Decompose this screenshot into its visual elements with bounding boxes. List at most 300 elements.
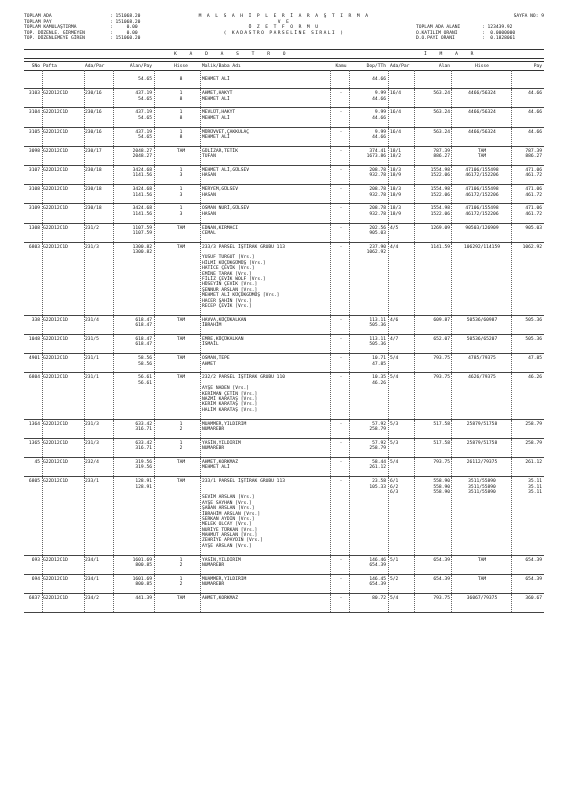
table-row [24,166,544,185]
col-adapar-line: 234/1 [85,557,99,563]
column-divider [414,128,415,146]
col-imar-adapar-line: 4/6 [390,317,399,323]
col-dop-line: 932.78 [369,192,386,198]
col-imar-hisse-line: 4466/56324 [468,129,496,135]
column-divider [42,204,43,222]
col-malik-line: NUMAREBR [202,446,225,452]
col-imar-hisse-cell [452,245,512,250]
col-imar-alan-line: 1554.98 [430,187,450,193]
col-alan-pay-line: 1141.56 [132,211,152,217]
col-sno-line: 45 [34,460,40,465]
col-malik-line: EMİNE TARAK [Vrs.] [202,271,252,277]
col-dop-line: 932.78 [369,211,386,217]
col-kamu-line: - [339,91,343,97]
col-alan-pay-cell [114,318,152,329]
column-divider [388,316,389,334]
col-pafta-line: G22D12C1D [43,440,68,446]
col-hisse-line: 3 [179,173,183,179]
table-row [24,70,544,89]
col-dop-cell [350,130,386,141]
column-divider [511,556,512,574]
col-malik-line: MAHMUT ARSLAN [Vrs.] [202,533,258,539]
col-adapar-cell [85,479,113,484]
column-divider [84,224,85,242]
col-malik-line: EMRE,KÜÇÜKALKAN [202,337,244,343]
table-row [24,89,544,108]
col-malik-line: MÜRÜVVET,ÇAKKULAÇ [202,129,250,135]
column-divider [200,458,201,476]
col-imar-alan-line: 793.75 [433,356,450,362]
col-malik-cell [202,441,332,452]
column-divider [42,420,43,438]
col-sno-cell [24,422,40,427]
column-divider [388,594,389,612]
col-pafta-line: G22D12C1D [43,460,68,465]
col-dop-line: 58.44 [372,460,386,465]
col-imar-adapar-line [390,72,414,77]
col-adapar-line: 232/4 [85,460,99,465]
col-alan-pay-cell [114,110,152,121]
header-totals-left [24,14,140,42]
col-sno-line: 3109 [28,206,40,212]
column-divider [414,243,415,315]
col-alan-pay-line: 633.42 [135,421,152,427]
col-dop-cell [350,479,386,490]
col-imar-alan-cell [416,375,450,380]
col-dop-cell [350,168,386,179]
col-sno-line: 3105 [28,129,40,135]
column-divider [511,128,512,146]
col-malik-line: KERİMAN ÇETİN [Vrs.] [202,391,258,397]
col-dop-line: 80.72 [372,596,386,602]
col-imar-adapar-line: 6/2 [390,484,399,490]
column-divider [154,439,155,457]
col-alan-pay-line: 1107.59 [132,225,152,231]
col-imar-pay-header: Pay [533,63,542,69]
col-imar-pay-cell [512,596,542,601]
column-divider [414,70,415,88]
column-divider [113,243,114,315]
col-kamu-cell [332,245,350,250]
column-divider [414,556,415,574]
col-imar-hisse-cell [452,110,512,115]
header-ratio-label: TOPLAM ADA ALANI [416,25,461,31]
col-alan-pay-line: 1601.69 [132,557,152,563]
col-imar-adapar-cell [390,375,414,380]
col-imar-hisse-line: 25879/51758 [466,421,498,427]
col-imar-pay-cell [512,72,542,77]
col-imar-pay-cell [512,187,542,198]
col-dop-line: 237.90 [369,244,386,250]
column-divider [451,335,452,353]
col-imar-hisse-cell [452,187,512,198]
column-divider [414,439,415,457]
column-divider [511,166,512,184]
col-imar-pay-line: 461.72 [525,211,542,217]
col-imar-pay-cell [512,441,542,446]
col-sno-line: 1048 [28,337,40,343]
col-alan-pay-line: 1601.69 [132,576,152,582]
col-adapar-line: 230/16 [85,91,102,97]
col-pafta-line: G22D12C1D [43,187,68,193]
col-adapar-cell [85,441,113,446]
column-divider [113,224,114,242]
col-malik-line: NUMAREBR [202,427,225,433]
col-pafta-cell [43,72,83,77]
col-imar-adapar-line: 4/5 [390,225,399,231]
page-number: SAYFA NO: 9 [513,14,544,19]
col-imar-alan-line: 563.24 [433,91,450,97]
col-imar-pay-cell [512,460,542,465]
col-imar-pay-line: 1062.92 [522,244,542,250]
header-total-value: : 151060.20 [110,36,141,42]
col-imar-hisse-cell [452,479,512,495]
col-sno-cell [24,460,40,465]
col-alan-pay-cell [114,460,152,471]
table-row [24,420,544,439]
column-divider [414,458,415,476]
col-imar-pay-cell [512,168,542,179]
col-adapar-cell [85,337,113,342]
col-imar-alan-cell [416,337,450,342]
col-malik-line: OSMAN,TEPE [202,356,230,362]
col-sno-cell [24,356,40,361]
col-dop-cell [350,318,386,329]
col-imar-hisse-cell [452,149,512,160]
column-divider [414,224,415,242]
col-malik-line: MEHMET ALİ [202,77,230,83]
col-adapar-line: 230/16 [85,110,102,116]
col-imar-pay-cell [512,318,542,323]
table-row [24,335,544,354]
column-divider [42,89,43,107]
col-sno-cell [24,479,40,484]
column-divider [388,185,389,203]
col-hisse-line: 1 [179,440,183,446]
col-dop-line: 9.99 [374,129,386,135]
col-dop-line: 208.78 [369,206,386,212]
col-imar-pay-line: 261.12 [525,460,542,465]
col-imar-hisse-cell [452,375,512,380]
col-imar-alan-cell [416,356,450,361]
col-sno-line: 693 [31,557,40,563]
column-divider [349,89,350,107]
col-hisse-line: TAM [176,460,186,465]
col-dop-cell [350,245,386,256]
col-imar-pay-line: 787.39 [525,148,542,154]
col-dop-line: 23.58 [372,479,386,485]
col-sno-cell [24,337,40,342]
col-dop-line: 47.85 [372,361,386,367]
col-pafta-cell [43,206,83,211]
col-alan-pay-line: 441.39 [135,596,152,602]
header-total-label: TOPLAM KAMULAŞTIRMA [24,25,77,31]
column-divider [388,575,389,593]
col-pafta-line: G22D12C1D [43,479,68,485]
col-imar-alan-cell [416,479,450,495]
column-divider [511,458,512,476]
col-imar-hisse-line: 47106/155498 [465,167,499,173]
column-divider [84,316,85,334]
col-dop-cell [350,72,386,83]
column-divider [154,373,155,418]
col-dop-cell [350,149,386,160]
col-imar-hisse-line: 3511/55890 [468,489,496,495]
col-alan-pay-line: 618.47 [135,317,152,323]
col-malik-line: HASAN [202,211,216,217]
col-malik-line: MERYEM,GÜLSEV [202,187,238,193]
column-divider [388,420,389,438]
column-divider [414,108,415,126]
col-adapar-cell [85,187,113,192]
col-imar-alan-line: 563.24 [433,129,450,135]
col-sno-cell [24,149,40,154]
col-imar-pay-cell [512,149,542,160]
col-imar-alan-line: 886.27 [433,154,450,160]
col-dop-line: 10.35 [372,375,386,381]
column-divider [330,128,331,146]
col-hisse-line [164,342,198,347]
column-divider [451,354,452,372]
col-imar-hisse-cell [452,558,512,563]
col-adapar-cell [85,91,113,96]
col-pafta-line: G22D12C1D [43,129,68,135]
column-divider [349,204,350,222]
column-divider [200,594,201,612]
col-imar-hisse-line: 50536/65207 [466,337,498,343]
table-row [24,316,544,335]
col-hisse-line: TAM [176,337,186,343]
col-malik-line: ŞENNUR ARSLAN [Vrs.] [202,287,258,293]
column-divider [349,439,350,457]
col-malik-cell [202,226,332,237]
col-imar-pay-line: 471.06 [525,167,542,173]
col-hisse-line [164,154,198,159]
column-divider [451,316,452,334]
col-alan-pay-line: 800.85 [135,563,152,569]
header-ratio-value: : 0.0000000 [482,30,516,36]
col-imar-adapar-line: 5/1 [390,557,399,563]
col-malik-line: TUFAN [202,154,216,160]
col-pafta-cell [43,422,83,427]
column-divider [414,89,415,107]
column-divider [200,70,201,88]
col-malik-line: MEHMET ALİ KÜÇÜKGÜMÜŞ [Vrs.] [202,293,280,299]
col-malik-cell [202,318,332,329]
col-hisse-line: 3 [179,192,183,198]
column-divider [42,575,43,593]
col-sno-cell [24,91,40,96]
col-malik-line: MEVLÜT,HAKYT [202,110,236,116]
col-alan-pay-line: 1107.59 [132,230,152,236]
col-imar-adapar-line: 18/3 [390,187,402,193]
col-hisse-line: 1 [179,557,183,563]
col-kamu-line: - [339,206,343,212]
col-adapar-cell [85,375,113,380]
col-kamu-cell [332,72,350,77]
col-imar-alan-cell [416,577,450,582]
column-divider [451,89,452,107]
col-kamu-cell [332,422,350,427]
col-kamu-line: - [339,244,343,250]
col-hisse-line [164,323,198,328]
col-pafta-header: Pafta [43,63,57,69]
section-band [24,49,544,59]
col-imar-alan-cell [416,460,450,465]
col-imar-adapar-header: Ada/Par [390,63,410,69]
col-imar-pay-line: 258.79 [525,421,542,427]
column-divider [330,224,331,242]
col-kamu-cell [332,130,350,135]
col-kamu-line: - [339,460,343,465]
col-imar-pay-line: 44.66 [528,129,542,135]
column-divider [388,439,389,457]
column-divider [388,335,389,353]
col-hisse-line: 1 [179,187,183,193]
col-hisse-cell [164,460,198,471]
col-sno-cell [24,187,40,192]
col-imar-alan-line: 517.58 [433,421,450,427]
col-kamu-line: - [339,479,343,485]
col-imar-adapar-cell [390,187,414,198]
col-dop-line: 146.45 [369,576,386,582]
col-kamu-line: - [339,317,343,323]
col-adapar-cell [85,460,113,465]
column-divider [42,458,43,476]
col-sno-cell [24,558,40,563]
column-divider [200,166,201,184]
col-hisse-line [164,381,198,386]
col-imar-pay-line: 35.11 [528,479,542,485]
col-kamu-cell [332,558,350,563]
column-divider [349,185,350,203]
column-divider [154,89,155,107]
col-sno-cell [24,596,40,601]
column-divider [330,204,331,222]
col-sno-cell [24,130,40,135]
col-alan-pay-line: 319.56 [135,465,152,471]
column-divider [349,335,350,353]
column-divider [511,354,512,372]
col-pafta-line [43,72,83,77]
col-alan-pay-line: 3424.68 [132,167,152,173]
col-hisse-line: 1 [179,129,183,135]
column-divider [113,594,114,612]
col-imar-adapar-cell [390,558,414,563]
column-divider [200,204,201,222]
col-imar-pay-line: 44.66 [528,91,542,97]
col-alan-pay-line: 54.65 [138,77,152,83]
column-divider [349,224,350,242]
column-divider [84,458,85,476]
column-divider [42,166,43,184]
col-imar-hisse-header: Hisse [475,63,489,69]
header-total-value: : 151068.20 [110,14,141,19]
column-divider [451,185,452,203]
col-alan-pay-line: 800.85 [135,582,152,588]
col-malik-line: AHMET [202,361,216,367]
col-pafta-line: G22D12C1D [43,596,68,602]
col-malik-line: HACER ŞAHİN [Vrs.] [202,298,252,304]
col-hisse-cell [164,130,198,141]
col-hisse-cell [164,72,198,83]
col-malik-line: İBRAHİM [202,323,222,329]
col-imar-pay-line [512,72,542,77]
column-divider [388,354,389,372]
col-imar-hisse-line: 4626/79375 [468,375,496,381]
col-imar-hisse-line: TAM [477,576,487,582]
col-imar-alan-line: 517.58 [433,440,450,446]
col-malik-cell [202,337,332,348]
column-divider [42,556,43,574]
col-alan-pay-cell [114,558,152,569]
col-imar-adapar-line: 18/9 [390,192,402,198]
column-divider [451,108,452,126]
col-malik-cell [202,168,332,179]
col-dop-cell [350,441,386,452]
column-divider [42,147,43,165]
col-adapar-cell [85,168,113,173]
col-dop-line: 113.11 [369,317,386,323]
col-sno-line: 3108 [28,187,40,193]
col-kamu-line: - [339,421,343,427]
col-imar-pay-cell [512,337,542,342]
col-malik-line: HALİM KARATAŞ [Vrs.] [202,407,258,413]
col-hisse-cell [164,375,198,386]
col-imar-hisse-line: 4466/56324 [468,110,496,116]
col-kamu-line: - [339,167,343,173]
column-divider [330,477,331,555]
col-sno-line: 6803 [28,244,40,250]
header-title-line: V E [277,19,291,25]
column-divider [388,147,389,165]
col-imar-hisse-cell [452,441,512,446]
col-imar-adapar-line: 6/3 [390,489,399,495]
col-hisse-line: 2 [179,582,183,588]
column-divider [349,556,350,574]
col-hisse-line: TAM [176,479,186,485]
col-alan-pay-cell [114,375,152,386]
col-alan-pay-line: 316.71 [135,427,152,433]
column-divider [414,354,415,372]
col-alan-pay-line: 618.47 [135,337,152,343]
col-imar-adapar-line: 5/3 [390,421,399,427]
column-divider [349,354,350,372]
col-imar-pay-cell [512,130,542,135]
column-divider [200,575,201,593]
col-adapar-cell [85,596,113,601]
col-malik-line: 233/3 PARSEL İŞTİRAK GRUBU 113 [202,244,285,250]
col-pafta-line: G22D12C1D [43,337,68,343]
kadastro-band-label: K A D A S T R O [174,51,291,57]
col-dop-line: 932.78 [369,173,386,179]
col-imar-pay-line: 505.36 [525,317,542,323]
column-divider [200,420,201,438]
col-imar-adapar-cell [390,422,414,427]
col-alan-pay-cell [114,72,152,83]
col-hisse-line [164,231,198,236]
col-malik-line: MELEK OLCAY [Vrs.] [202,522,252,528]
col-kamu-cell [332,577,350,582]
col-sno-cell [24,110,40,115]
col-kamu-header: Kamu [335,63,347,69]
column-divider [84,128,85,146]
col-imar-hisse-line: TAM [477,154,487,160]
col-alan-pay-cell [114,596,152,607]
column-divider [349,575,350,593]
col-imar-alan-cell [416,72,450,77]
column-divider [349,420,350,438]
